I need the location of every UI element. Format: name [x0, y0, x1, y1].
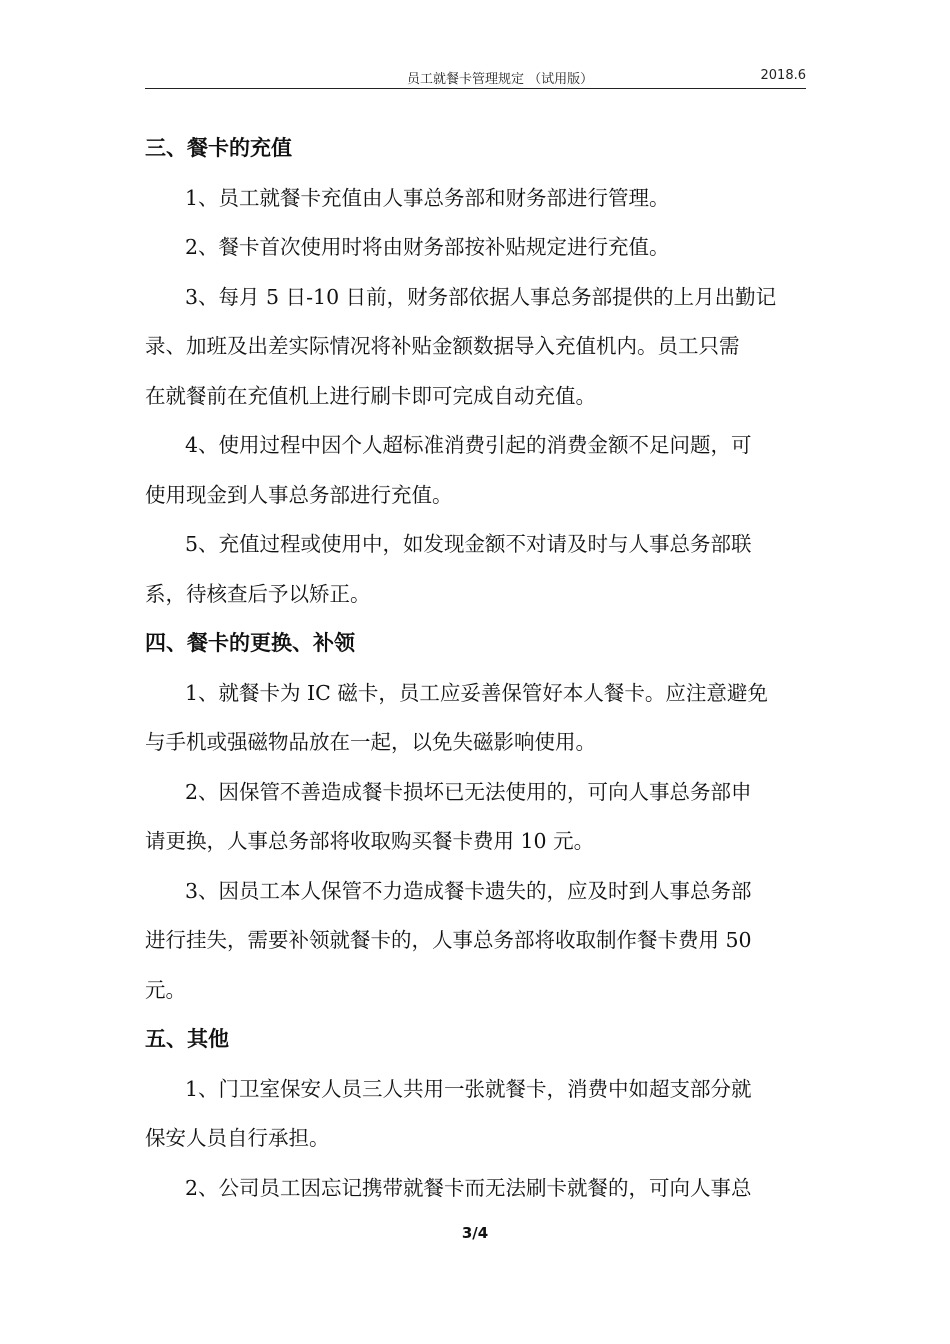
paragraph-line: 进行挂失，需要补领就餐卡的，人事总务部将收取制作餐卡费用 50: [145, 928, 752, 952]
paragraph-line: 5、充值过程或使用中，如发现金额不对请及时与人事总务部联: [185, 532, 752, 556]
paragraph-line: 与手机或强磁物品放在一起，以免失磁影响使用。: [145, 730, 596, 754]
total-pages: 4: [477, 1224, 489, 1242]
page-separator: /: [472, 1224, 478, 1242]
paragraph: [145, 223, 810, 273]
paragraph-line: 1、员工就餐卡充值由人事总务部和财务部进行管理。: [185, 185, 670, 210]
paragraph: [145, 1065, 810, 1164]
paragraph-line: 1、就餐卡为 IC 磁卡，员工应妥善保管好本人餐卡。应注意避免: [185, 680, 768, 705]
paragraph-line: 保安人员自行承担。: [145, 1126, 330, 1150]
paragraph-line: 请更换，人事总务部将收取购买餐卡费用 10 元。: [145, 829, 595, 853]
paragraph: [145, 273, 810, 422]
paragraph: [145, 520, 810, 619]
paragraph: [145, 174, 810, 224]
document-body: [145, 124, 810, 1213]
paragraph-line: 2、因保管不善造成餐卡损坏已无法使用的，可向人事总务部申: [185, 779, 752, 804]
paragraph-line: 3、因员工本人保管不力造成餐卡遗失的，应及时到人事总务部: [185, 878, 752, 903]
paragraph: [145, 867, 810, 1016]
paragraph-line: 使用现金到人事总务部进行充值。: [145, 482, 453, 507]
paragraph-line: 2、公司员工因忘记携带就餐卡而无法刷卡就餐的，可向人事总: [185, 1175, 752, 1200]
page-number: [0, 1224, 950, 1242]
paragraph-line: 1、门卫室保安人员三人共用一张就餐卡，消费中如超支部分就: [185, 1076, 752, 1101]
page-header: [145, 66, 806, 89]
document-date: 2018.6: [760, 68, 806, 83]
paragraph-line: 2、餐卡首次使用时将由财务部按补贴规定进行充值。: [185, 235, 670, 259]
section-heading: 五、其他: [145, 1027, 229, 1051]
paragraph: [145, 1164, 810, 1214]
document-title: 员工就餐卡管理规定 （试用版）: [407, 72, 594, 87]
paragraph: [145, 669, 810, 768]
section-heading: 三、餐卡的充值: [145, 136, 292, 160]
paragraph-line: 元。: [145, 977, 186, 1002]
current-page: 3: [461, 1224, 473, 1242]
paragraph-line: 3、每月 5 日-10 日前，财务部依据人事总务部提供的上月出勤记: [185, 284, 777, 309]
section-heading: 四、餐卡的更换、补领: [145, 631, 355, 655]
paragraph-line: 系，待核查后予以矫正。: [145, 581, 371, 606]
paragraph: [145, 421, 810, 520]
paragraph: [145, 768, 810, 867]
paragraph-line: 4、使用过程中因个人超标准消费引起的消费金额不足问题，可: [185, 433, 752, 457]
paragraph-line: 在就餐前在充值机上进行刷卡即可完成自动充值。: [145, 383, 596, 408]
paragraph-line: 录、加班及出差实际情况将补贴金额数据导入充值机内。员工只需: [145, 334, 740, 358]
